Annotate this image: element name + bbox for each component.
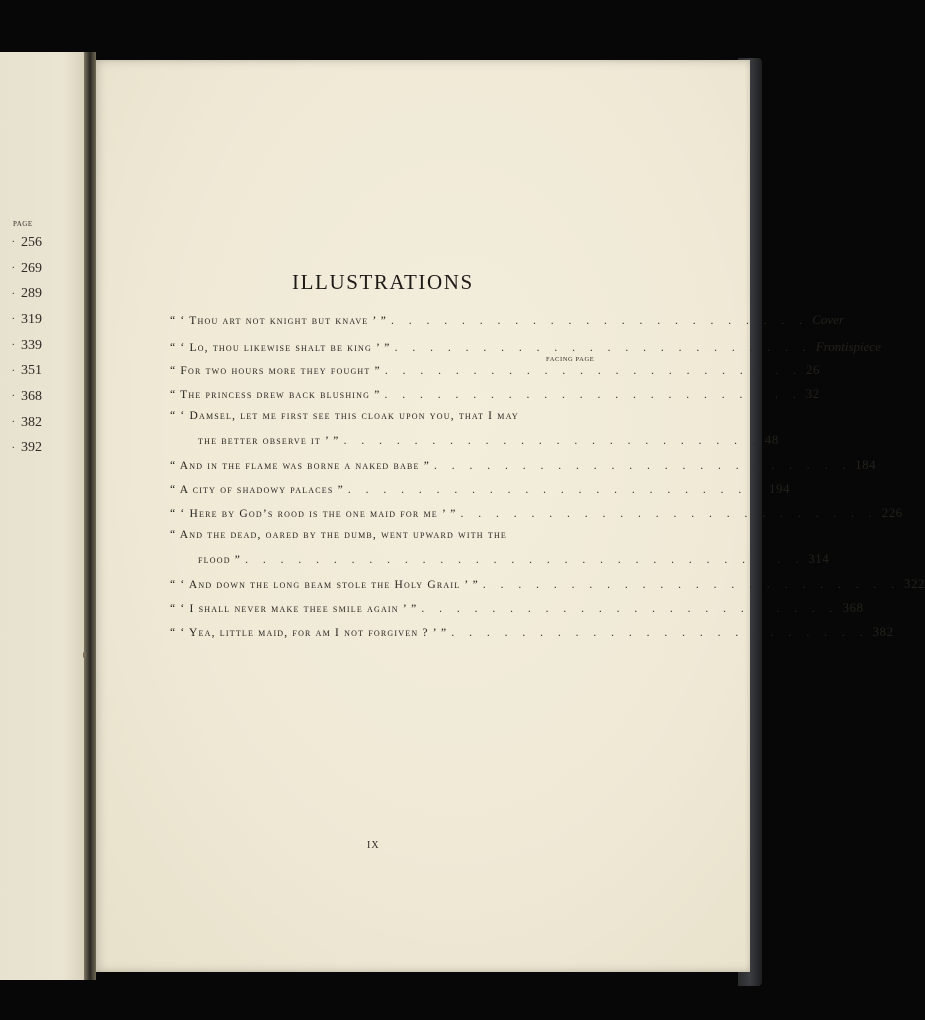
illustration-entry: “ A city of shadowy palaces ” . . . . . . . . . . . . . . . . . . . . . . . . 194 — [170, 481, 791, 496]
entry-page: 382 — [872, 624, 894, 639]
illustration-entry-continuation: the better observe it ’ ” . . . . . . . . . . . . . . . . . . . . . . . . 48 — [198, 432, 779, 447]
page-title: ILLUSTRATIONS — [292, 270, 474, 294]
entry-page: 184 — [855, 457, 877, 472]
entry-page: 194 — [769, 481, 791, 496]
entry-page: 226 — [881, 505, 903, 520]
illustration-entry: “ ‘ Lo, thou likewise shalt be king ’ ” . . . . . . . . . . . . . . . . . . . . . . . . Frontispiece — [170, 339, 881, 354]
illustration-entry: “ ‘ And down the long beam stole the Holy Grail ’ ” . . . . . . . . . . . . . . . . . . . . . . . . 322 — [170, 576, 925, 591]
illustration-entry: “ And the dead, oared by the dumb, went upward with the — [170, 529, 508, 541]
left-page-number: · 351 — [11, 363, 42, 379]
illustration-entry-continuation: flood ” . . . . . . . . . . . . . . . . . . . . . . . . . . . . . . . . 314 — [198, 551, 830, 566]
entry-page: 368 — [842, 600, 864, 615]
book-gutter — [84, 52, 96, 980]
left-page-number: · 392 — [11, 440, 42, 456]
illustration-entry: “ ‘ Here by God’s rood is the one maid for me ’ ” . . . . . . . . . . . . . . . . . . . . . . . . 226 — [170, 505, 903, 520]
illustration-entry: “ And in the flame was borne a naked babe ” . . . . . . . . . . . . . . . . . . . . . . . . 184 — [170, 457, 877, 472]
left-page — [0, 52, 90, 980]
page-folio: IX — [367, 840, 380, 851]
entry-page: Frontispiece — [815, 339, 881, 354]
left-page-number: · 368 — [11, 388, 42, 404]
paper-speck — [83, 652, 86, 658]
entry-page: 48 — [764, 432, 779, 447]
left-page-number: · 256 — [11, 234, 42, 250]
illustration-entry: “ For two hours more they fought ” . . . . . . . . . . . . . . . . . . . . . . . . 26 — [170, 362, 820, 377]
illustration-entry: “ ‘ I shall never make thee smile again ’ ” . . . . . . . . . . . . . . . . . . . . . . . . 368 — [170, 600, 864, 615]
left-page-number: · 339 — [11, 337, 42, 353]
entry-page: 322 — [904, 576, 925, 591]
left-page-number: · 382 — [11, 414, 42, 430]
facing-page-label: FACING PAGE — [546, 356, 595, 363]
left-page-number-list — [0, 230, 42, 461]
page-column-header: PAGE — [13, 220, 33, 228]
entry-page: 314 — [808, 551, 830, 566]
illustration-entry: “ The princess drew back blushing ” . . . . . . . . . . . . . . . . . . . . . . . . 32 — [170, 386, 820, 401]
illustration-entry: “ ‘ Damsel, let me first see this cloak upon you, that I may — [170, 410, 519, 422]
illustration-entry: “ ‘ Thou art not knight but knave ’ ” . . . . . . . . . . . . . . . . . . . . . . . . Cover — [170, 312, 844, 327]
left-page-number: · 269 — [11, 260, 42, 276]
left-page-number: · 289 — [11, 286, 42, 302]
illustration-entry: “ ‘ Yea, little maid, for am I not forgiven ? ’ ” . . . . . . . . . . . . . . . . . . . . . . . . 382 — [170, 624, 894, 639]
entry-page: Cover — [812, 312, 844, 327]
entry-page: 32 — [805, 386, 820, 401]
entry-page: 26 — [806, 362, 820, 377]
left-page-number: · 319 — [11, 311, 42, 327]
